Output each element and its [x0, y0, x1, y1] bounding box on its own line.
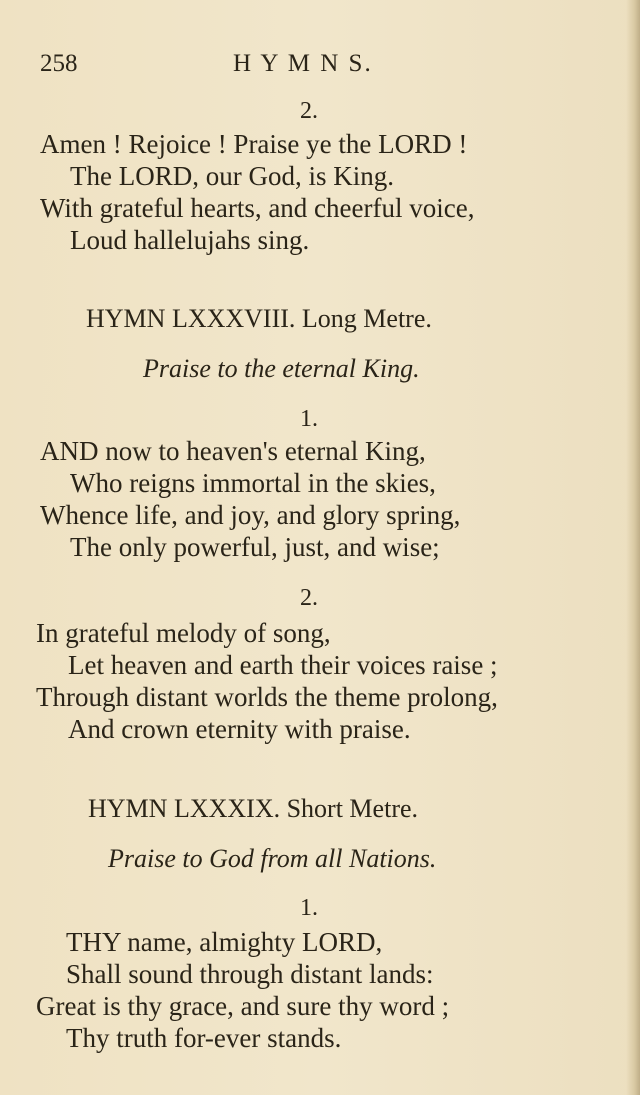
stanza-number: 1.	[300, 895, 318, 921]
verse-line: In grateful melody of song,	[36, 618, 331, 648]
stanza-number: 2.	[300, 585, 318, 611]
verse-line: THY name, almighty LORD,	[66, 927, 383, 957]
verse-line: And crown eternity with praise.	[68, 714, 411, 744]
verse-line: Shall sound through distant lands:	[66, 959, 434, 989]
hymn-title: HYMN LXXXIX. Short Metre.	[88, 794, 419, 823]
verse-line: Amen ! Rejoice ! Praise ye the LORD !	[40, 129, 468, 159]
verse-line: Loud hallelujahs sing.	[70, 225, 310, 255]
verse-line: Whence life, and joy, and glory spring,	[40, 500, 461, 530]
verse-line: Through distant worlds the theme prolong,	[36, 682, 498, 712]
hymn-subtitle: Praise to the eternal King.	[143, 354, 420, 383]
verse-line: With grateful hearts, and cheerful voice,	[40, 193, 475, 223]
verse-line: Thy truth for-ever stands.	[66, 1023, 342, 1053]
verse-line: The only powerful, just, and wise;	[70, 532, 440, 562]
verse-line: AND now to heaven's eternal King,	[40, 436, 426, 466]
page-number: 258	[40, 50, 78, 77]
stanza-number: 2.	[300, 98, 318, 124]
verse-line: The LORD, our God, is King.	[70, 161, 394, 191]
verse-line: Let heaven and earth their voices raise ;	[68, 650, 498, 680]
hymn-subtitle: Praise to God from all Nations.	[108, 844, 437, 873]
hymn-title: HYMN LXXXVIII. Long Metre.	[86, 304, 432, 333]
verse-line: Great is thy grace, and sure thy word ;	[36, 991, 450, 1021]
stanza-number: 1.	[300, 406, 318, 432]
verse-line: Who reigns immortal in the skies,	[70, 468, 436, 498]
page-edge	[626, 0, 640, 1095]
running-title: H Y M N S.	[233, 50, 373, 77]
